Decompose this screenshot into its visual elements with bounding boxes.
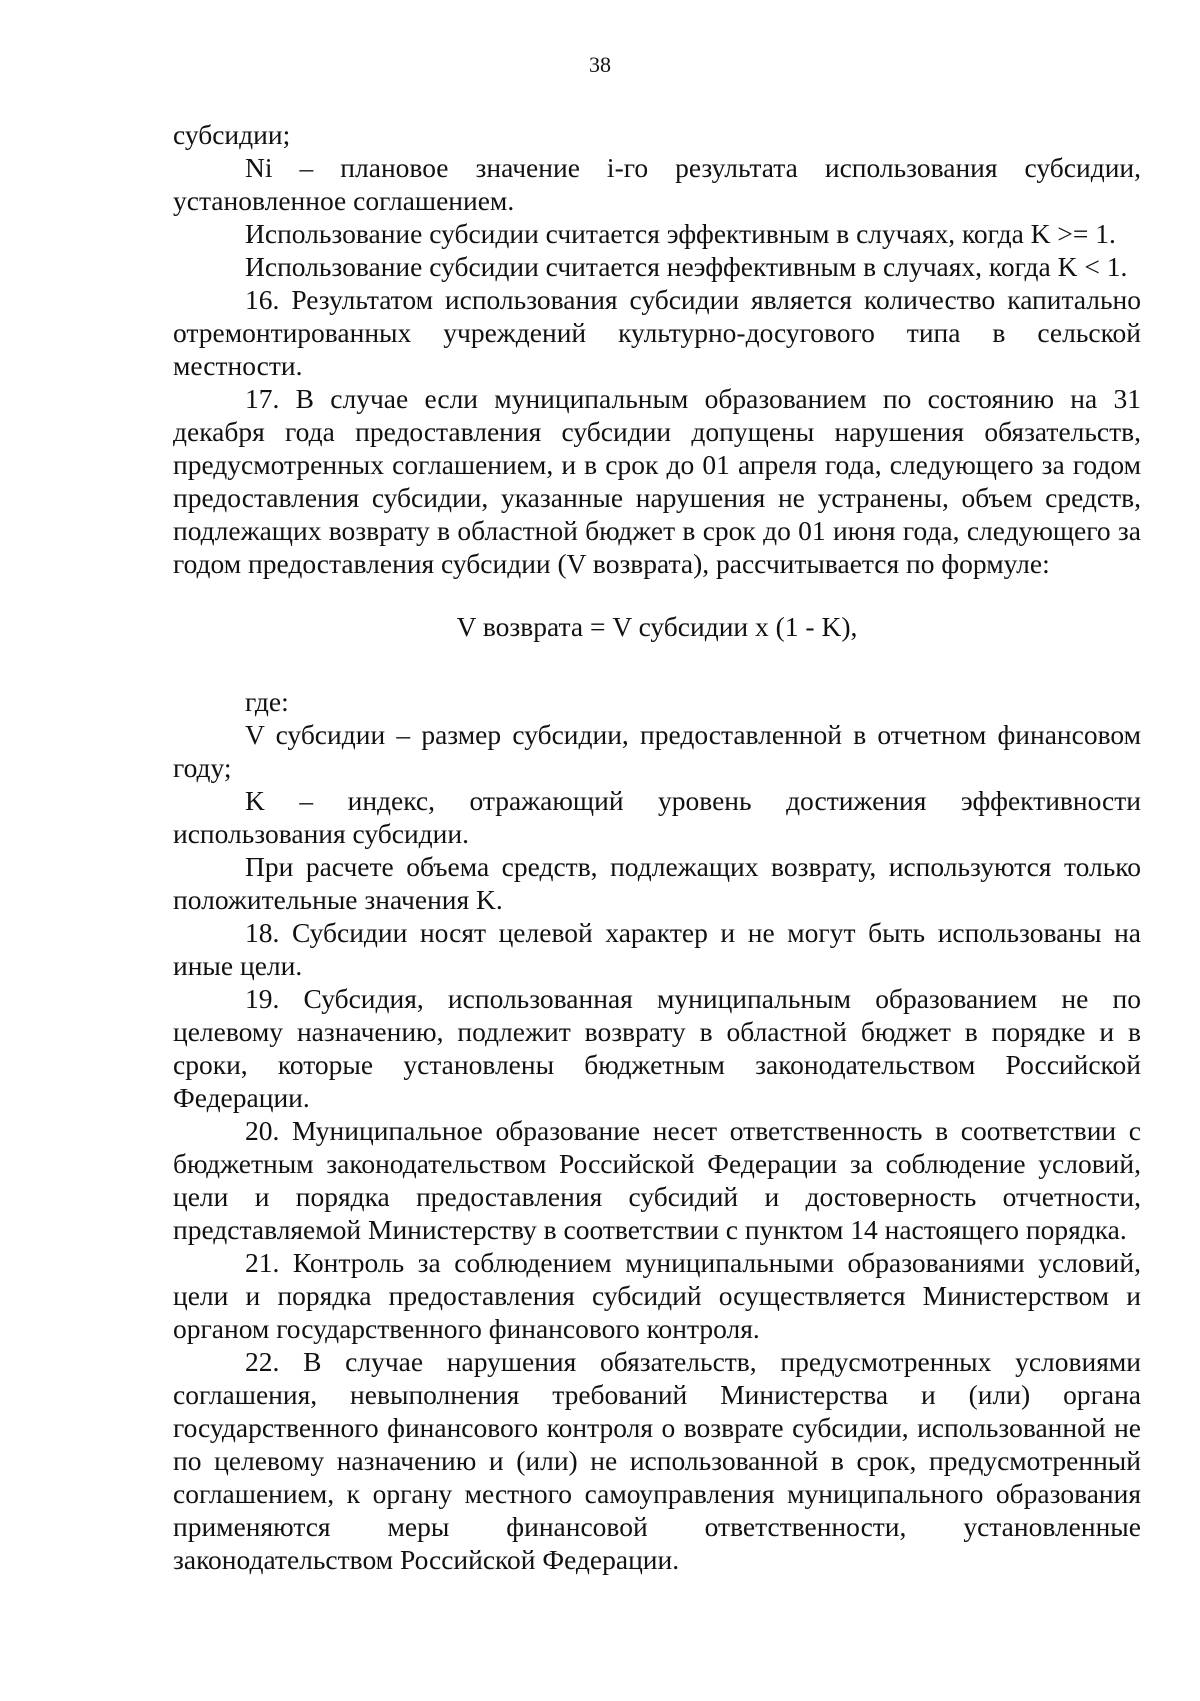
paragraph-21: 21. Контроль за соблюдением муниципальными образованиями условий, цели и порядка предоставления субсидий осуществляется Министерством и органом государственного финансового контроля. [173,1247,1141,1344]
page-number: 38 [589,52,611,77]
paragraph-ineffective: Использование субсидии считается неэффективным в случаях, когда K < 1. [245,251,1128,282]
paragraph-continuation: субсидии; [173,119,291,150]
formula-v-return: V возврата = V субсидии x (1 - K), [456,611,858,642]
paragraph-positive-k: При расчете объема средств, подлежащих возврату, используются только положительные значения K. [173,851,1141,915]
paragraph-18: 18. Субсидии носят целевой характер и не могут быть использованы на иные цели. [173,917,1141,981]
paragraph-22: 22. В случае нарушения обязательств, предусмотренных условиями соглашения, невыполнения требований Министерства и (или) органа государственного финансового контроля о возврате субсидии, использованной не по целевому назначению и (или) не использованной в срок, предусмотренный соглашением, к органу местного самоуправления муниципального образования применяются меры финансовой ответственности, установленные законодательством Российской Федерации. [173,1346,1141,1575]
paragraph-v-subsidy-definition: V субсидии – размер субсидии, предоставленной в отчетном финансовом году; [173,719,1141,783]
paragraph-where: где: [245,686,289,717]
paragraph-effective: Использование субсидии считается эффективным в случаях, когда K >= 1. [245,218,1116,249]
paragraph-ni-definition: Ni – плановое значение i-го результата использования субсидии, установленное соглашением. [173,152,1141,216]
paragraph-20: 20. Муниципальное образование несет ответственность в соответствии с бюджетным законодательством Российской Федерации за соблюдение условий, цели и порядка предоставления субсидий и достоверность отчетности, представляемой Министерству в соответствии с пунктом 14 настоящего порядка. [173,1115,1141,1245]
paragraph-16: 16. Результатом использования субсидии является количество капитально отремонтированных учреждений культурно-досугового типа в сельской местности. [173,284,1141,381]
paragraph-19: 19. Субсидия, использованная муниципальным образованием не по целевому назначению, подлежит возврату в областной бюджет в порядке и в сроки, которые установлены бюджетным законодательством Российской Федерации. [173,983,1141,1113]
paragraph-17: 17. В случае если муниципальным образованием по состоянию на 31 декабря года предоставления субсидии допущены нарушения обязательств, предусмотренных соглашением, и в срок до 01 апреля года, следующего за годом предоставления субсидии, указанные нарушения не устранены, объем средств, подлежащих возврату в областной бюджет в срок до 01 июня года, следующего за годом предоставления субсидии (V возврата), рассчитывается по формуле: [173,383,1141,579]
document-body [173,118,1141,1576]
paragraph-k-definition: K – индекс, отражающий уровень достижения эффективности использования субсидии. [173,785,1141,849]
